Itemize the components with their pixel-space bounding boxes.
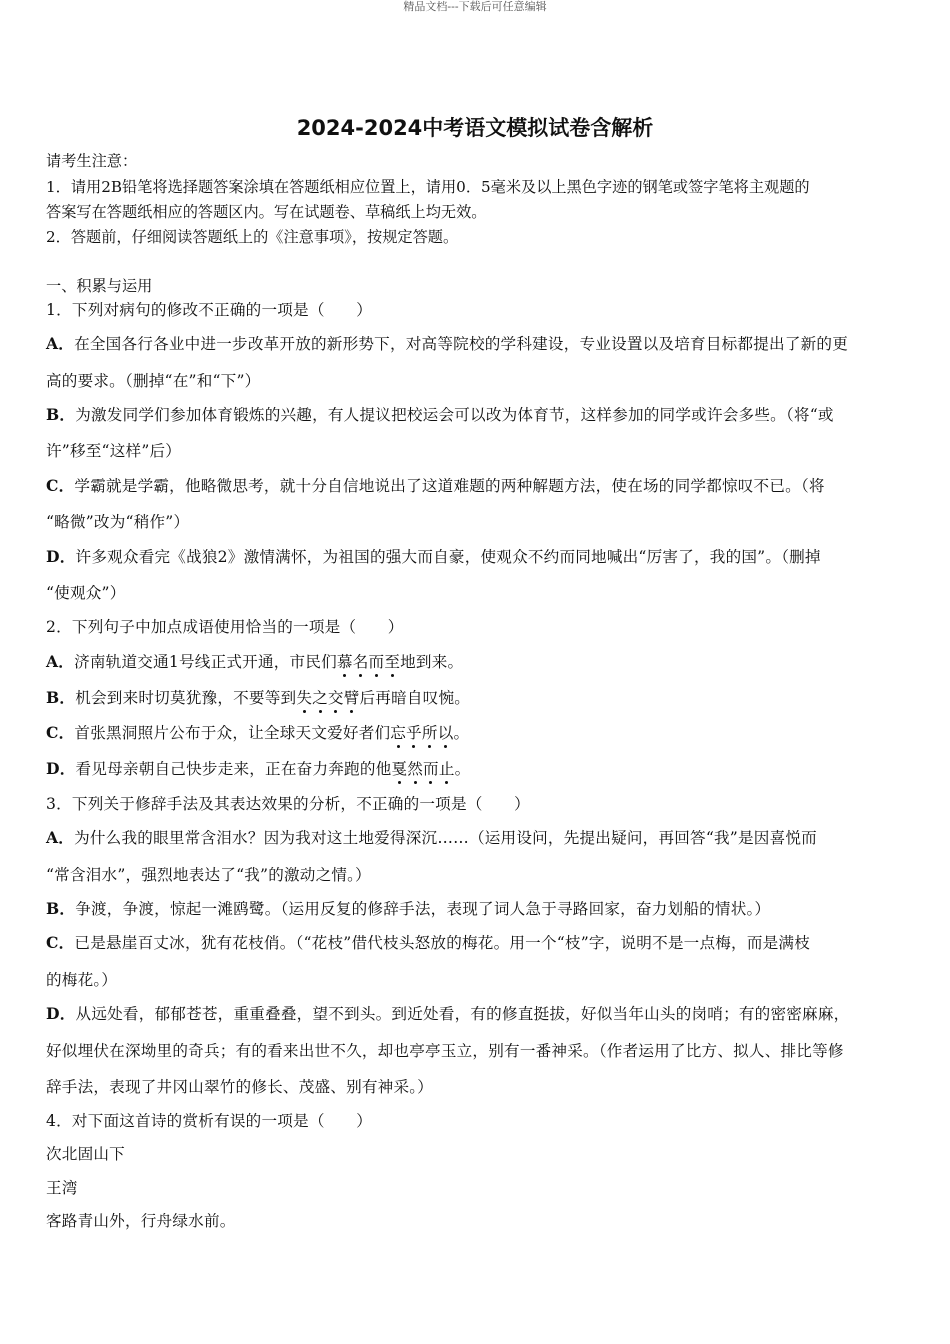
option-text: 学霸就是学霸，他略微思考，就十分自信地说出了这道难题的两种解题方法，使在场的同学都惊叹不已。（将 — [74, 477, 825, 495]
emphasis-dot-char: 然 — [407, 760, 424, 778]
dotted-idiom — [296, 689, 359, 707]
option-text: 济南轨道交通1号线正式开通，市民们 — [74, 653, 337, 671]
emphasis-dot-char: 之 — [312, 689, 328, 707]
notice-heading: 请考生注意： — [46, 152, 138, 170]
q4-stem: 4．对下面这首诗的赏析有误的一项是（ ） — [46, 1112, 372, 1130]
option-text: 看见母亲朝自己快步走来，正在奋力奔跑的他 — [75, 760, 392, 778]
option-letter: D． — [46, 547, 76, 566]
q1-option-c-cont: “略微”改为“稍作”） — [46, 513, 190, 531]
option-letter: B． — [46, 405, 76, 424]
page-header: 精品文档---下载后可任意编辑 — [403, 0, 547, 13]
option-letter: D． — [46, 759, 76, 778]
q3-option-c-cont: 的梅花。） — [46, 971, 118, 989]
q3-option-a — [46, 828, 817, 848]
option-text: 地到来。 — [400, 653, 464, 671]
option-letter: B． — [46, 899, 76, 918]
page-title: 2024-2024中考语文模拟试卷含解析 — [296, 116, 654, 140]
section-heading: 一、积累与运用 — [46, 277, 153, 295]
option-letter: C． — [46, 476, 75, 495]
q1-option-b — [46, 405, 834, 425]
emphasis-dot-char: 交 — [327, 689, 344, 707]
q1-option-d-cont: “使观众”） — [46, 584, 126, 602]
option-letter: C． — [46, 723, 75, 742]
emphasis-dot-char: 慕 — [336, 653, 353, 671]
poem-author: 王湾 — [46, 1179, 78, 1197]
emphasis-dot-char: 忘 — [390, 724, 407, 742]
q1-option-a — [46, 334, 848, 354]
option-text: 在全国各行各业中进一步改革开放的新形势下，对高等院校的学科建设，专业设置以及培育目标都提出了新的更 — [74, 335, 848, 353]
q1-stem: 1．下列对病句的修改不正确的一项是（ ） — [46, 301, 372, 319]
option-text: 争渡，争渡，惊起一滩鸥鹭。（运用反复的修辞手法，表现了词人急于寻路回家，奋力划船的情状。） — [75, 900, 771, 918]
option-letter: A． — [46, 828, 75, 847]
option-text: 首张黑洞照片公布于众，让全球天文爱好者们 — [74, 724, 391, 742]
emphasis-dot-char: 臂 — [343, 689, 360, 707]
notice-line-2: 答案写在答题纸相应的答题区内。写在试题卷、草稿纸上均无效。 — [46, 203, 487, 221]
option-letter: B． — [46, 688, 76, 707]
emphasis-dot-char: 所 — [421, 724, 438, 742]
notice-line-3: 2．答题前，仔细阅读答题纸上的《注意事项》，按规定答题。 — [46, 228, 459, 246]
dotted-idiom — [337, 653, 400, 671]
emphasis-dot-char: 乎 — [406, 724, 422, 742]
q3-option-d-cont2: 辞手法，表现了井冈山翠竹的修长、茂盛、别有神采。） — [46, 1078, 434, 1096]
option-text: 为什么我的眼里常含泪水？因为我对这土地爱得深沉……（运用设问，先提出疑问，再回答“我”是因喜悦而 — [74, 829, 817, 847]
emphasis-dot-char: 名 — [352, 653, 369, 671]
option-letter: D． — [46, 1004, 76, 1023]
q3-option-c — [46, 933, 810, 953]
option-letter: C． — [46, 933, 75, 952]
option-letter: A． — [46, 334, 75, 353]
emphasis-dot-char: 以 — [437, 724, 454, 742]
q3-stem: 3．下列关于修辞手法及其表达效果的分析，不正确的一项是（ ） — [46, 795, 530, 813]
option-text: 从远处看，郁郁苍苍，重重叠叠，望不到头。到近处看，有的修直挺拔，好似当年山头的岗哨；有的密密麻麻， — [75, 1005, 850, 1023]
poem-line-1: 客路青山外，行舟绿水前。 — [46, 1212, 236, 1230]
option-text: 为激发同学们参加体育锻炼的兴趣，有人提议把校运会可以改为体育节，这样参加的同学或许会多些。（将“或 — [75, 406, 834, 424]
notice-line-1: 1．请用2B铅笔将选择题答案涂填在答题纸相应位置上，请用0．5毫米及以上黑色字迹的钢笔或签字笔将主观题的 — [46, 178, 810, 196]
q2-option-a — [46, 652, 463, 672]
q3-option-d-cont: 好似埋伏在深坳里的奇兵；有的看来出世不久，却也亭亭玉立，别有一番神采。（作者运用了比方、拟人、排比等修 — [46, 1042, 844, 1060]
option-text: 已是悬崖百丈冰，犹有花枝俏。（“花枝”借代枝头怒放的梅花。用一个“枝”字，说明不是一点梅，而是满枝 — [74, 934, 811, 952]
dotted-idiom — [390, 724, 453, 742]
option-text: 。 — [453, 724, 470, 742]
q1-option-d — [46, 547, 821, 567]
emphasis-dot-char: 而 — [423, 760, 439, 778]
emphasis-dot-char: 而 — [368, 653, 385, 671]
option-text: 后再暗自叹惋。 — [359, 689, 471, 707]
q1-option-a-cont: 高的要求。（删掉“在”和“下”） — [46, 372, 261, 390]
option-letter: A． — [46, 652, 75, 671]
q2-option-d — [46, 759, 470, 779]
q3-option-a-cont: “常含泪水”，强烈地表达了“我”的激动之情。） — [46, 866, 371, 884]
dotted-idiom — [391, 760, 454, 778]
option-text: 。 — [454, 760, 471, 778]
q2-option-c — [46, 723, 469, 743]
q1-option-c — [46, 476, 825, 496]
option-text: 机会到来时切莫犹豫，不要等到 — [75, 689, 297, 707]
q3-option-d — [46, 1004, 849, 1024]
option-text: 许多观众看完《战狼2》激情满怀，为祖国的强大而自豪，使观众不约而同地喊出“厉害了，我的国”。（删掉 — [75, 548, 821, 566]
emphasis-dot-char: 至 — [384, 653, 401, 671]
emphasis-dot-char: 失 — [296, 689, 313, 707]
emphasis-dot-char: 止 — [438, 760, 455, 778]
q1-option-b-cont: 许”移至“这样”后） — [46, 442, 182, 460]
poem-title: 次北固山下 — [46, 1145, 125, 1163]
q3-option-b — [46, 899, 770, 919]
q2-stem: 2．下列句子中加点成语使用恰当的一项是（ ） — [46, 618, 404, 636]
q2-option-b — [46, 688, 470, 708]
emphasis-dot-char: 戛 — [391, 760, 408, 778]
